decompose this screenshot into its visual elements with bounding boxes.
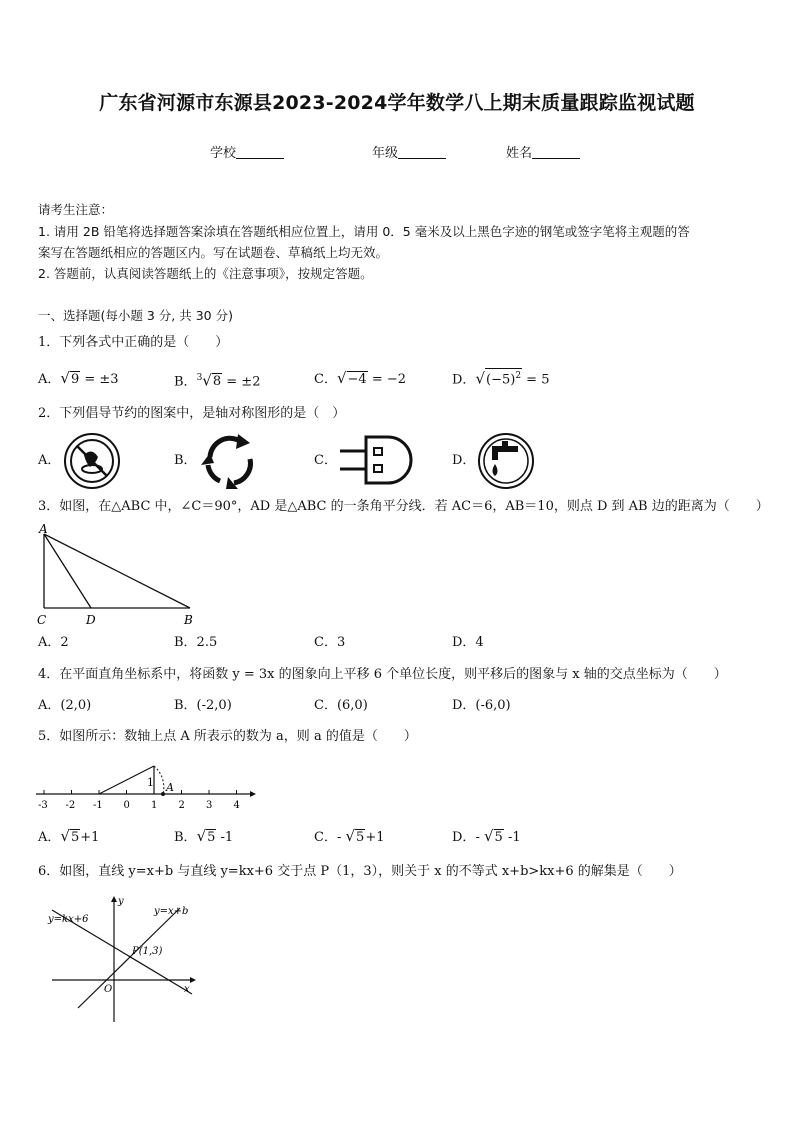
label-c: C — [37, 613, 47, 627]
q4-option-d[interactable]: D．(-6,0) — [452, 698, 511, 713]
q6-stem: 6．如图，直线 y=x+b 与直线 y=kx+6 交于点 P（1，3），则关于 x 的不等式 x+b>kx+6 的解集是（ ） — [38, 864, 682, 879]
q2-option-a[interactable]: A． — [38, 453, 61, 468]
q5-stem: 5．如图所示：数轴上点 A 所表示的数为 a，则 a 的值是（ ） — [38, 729, 417, 744]
q5-number-line-figure — [32, 756, 262, 814]
label-origin: O — [104, 984, 113, 995]
notice-line1a: 1. 请用 2B 铅笔将选择题答案涂填在答题纸相应位置上，请用 0．5 毫米及以上黑色字迹的钢笔或签字笔将主观题的答 — [38, 224, 690, 239]
no-washing-icon — [62, 431, 122, 491]
q3-option-c[interactable]: C．3 — [314, 635, 346, 650]
label-d: D — [86, 613, 96, 627]
q5-option-a[interactable]: A．√5+1 — [38, 827, 100, 845]
grade-field: 年级 — [372, 142, 446, 161]
notice-heading: 请考生注意： — [38, 202, 114, 217]
page-title: 广东省河源市东源县2023-2024学年数学八上期末质量跟踪监视试题 — [99, 92, 695, 114]
recycle-arrows-icon — [198, 431, 260, 491]
q2-option-b[interactable]: B． — [174, 453, 197, 468]
name-field: 姓名 — [506, 142, 580, 161]
section-heading: 一、选择题(每小题 3 分, 共 30 分) — [38, 308, 233, 323]
q2-stem: 2．下列倡导节约的图案中，是轴对称图形的是（ ） — [38, 406, 346, 421]
label-y-axis: y — [118, 896, 124, 907]
q3-stem: 3．如图，在△ABC 中，∠C＝90°，AD 是△ABC 的一条角平分线．若 AC＝6，AB＝10，则点 D 到 AB 边的距离为（ ） — [38, 499, 769, 514]
q1-option-b[interactable]: B．$^3$√8 = ±2 — [174, 371, 261, 390]
tick-label: 2 — [178, 800, 185, 811]
school-field: 学校 — [210, 142, 284, 161]
q3-option-d[interactable]: D．4 — [452, 635, 484, 650]
q3-option-a[interactable]: A．2 — [38, 635, 69, 650]
water-tap-icon — [476, 431, 536, 491]
q4-stem: 4．在平面直角坐标系中，将函数 y = 3x 的图象向上平移 6 个单位长度，则平移后的图象与 x 轴的交点坐标为（ ） — [38, 667, 727, 682]
label-line-kx6: y=kx+6 — [48, 914, 89, 925]
power-plug-icon — [336, 433, 416, 489]
label-x-axis: x — [184, 984, 190, 995]
q1-option-c[interactable]: C．√−4 = −2 — [314, 369, 407, 387]
q5-option-b[interactable]: B．√5 -1 — [174, 827, 234, 845]
label-one: 1 — [147, 776, 154, 789]
tick-label: -1 — [93, 800, 103, 811]
label-b: B — [184, 613, 193, 627]
q4-option-c[interactable]: C．(6,0) — [314, 698, 368, 713]
label-line-xb: y=x+b — [154, 906, 189, 917]
q6-graph-figure — [44, 894, 204, 1028]
tick-label: 3 — [206, 800, 213, 811]
tick-label: 1 — [151, 800, 158, 811]
label-point-p: P(1,3) — [132, 946, 163, 957]
q2-option-c[interactable]: C． — [314, 453, 337, 468]
q1-option-d[interactable]: D．$√(-5)^2 = 5$ — [452, 369, 550, 388]
tick-label: -2 — [65, 800, 76, 811]
tick-label: 4 — [233, 800, 240, 811]
notice-line2: 2. 答题前，认真阅读答题纸上的《注意事项》，按规定答题。 — [38, 266, 373, 281]
q4-option-a[interactable]: A．(2,0) — [38, 698, 92, 713]
q2-option-d[interactable]: D． — [452, 453, 476, 468]
label-a: A — [39, 522, 48, 536]
label-point-a: A — [166, 781, 174, 794]
q3-triangle-figure — [34, 522, 204, 630]
q4-option-b[interactable]: B．(-2,0) — [174, 698, 232, 713]
q5-option-d[interactable]: D．- √5 -1 — [452, 827, 521, 845]
q1-option-a[interactable]: A．√9 = ±3 — [38, 369, 119, 387]
q3-option-b[interactable]: B．2.5 — [174, 635, 218, 650]
tick-label: -3 — [38, 800, 48, 811]
q5-option-c[interactable]: C．- √5+1 — [314, 827, 385, 845]
notice-line1b: 案写在答题纸相应的答题区内。写在试题卷、草稿纸上均无效。 — [38, 245, 389, 260]
tick-label: 0 — [123, 800, 130, 811]
q1-stem: 1．下列各式中正确的是（ ） — [38, 335, 229, 350]
